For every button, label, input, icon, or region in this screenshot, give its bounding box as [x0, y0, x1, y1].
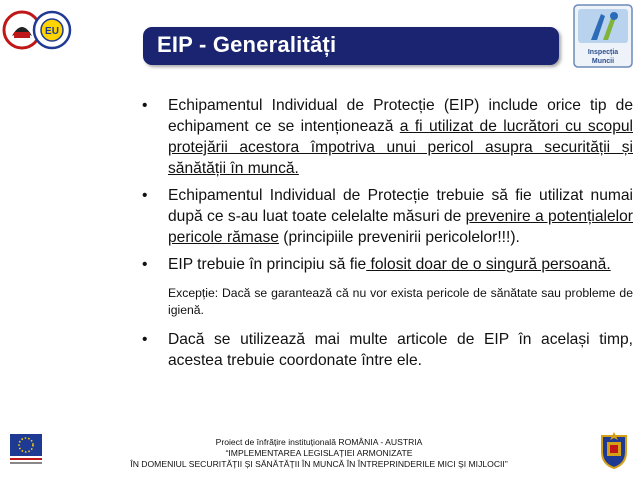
- footer-line-3: ÎN DOMENIUL SECURITĂȚII ȘI SĂNĂTĂȚII ÎN MUNCĂ ÎN ÎNTREPRINDERILE MICI ȘI MIJLOCII”: [130, 459, 508, 469]
- svg-text:Inspecția: Inspecția: [587, 49, 619, 56]
- bullet-underlined-text: a fi utilizat de lucrători cu scopul protejării acestora împotriva unui pericol asupra securității și sănătății în muncă.: [168, 118, 633, 177]
- bullet-icon: •: [142, 97, 148, 114]
- bullet-text-end: (principiile prevenirii pericolelor!!!).: [278, 229, 520, 246]
- bullet-text: Dacă se utilizează mai multe articole de EIP în același timp, acestea trebuie coordonate între ele.: [168, 331, 633, 369]
- bullet-item: [140, 329, 633, 371]
- bullet-icon: •: [142, 187, 148, 204]
- footer-line-1: Proiect de înfrățire instituțională ROMÂNIA - AUSTRIA: [215, 437, 423, 447]
- coat-of-arms-icon: [598, 428, 630, 470]
- inspectia-muncii-logo: [573, 4, 633, 68]
- bullet-text: Echipamentul Individual de Protecție (EIP) include orice tip de echipament ce se intenționează: [168, 97, 633, 135]
- bullet-icon: •: [142, 331, 148, 348]
- bullet-text: Echipamentul Individual de Protecție trebuie să fie utilizat numai după ce s-au luat toate celelalte măsuri de: [168, 187, 633, 225]
- bullet-icon: •: [142, 256, 148, 273]
- svg-text:EU: EU: [45, 26, 59, 37]
- title-bar: [143, 27, 559, 65]
- bullet-underlined-text: prevenire a potențialelor pericole rămase: [168, 208, 634, 246]
- bullet-item: [140, 254, 633, 275]
- svg-text:Muncii: Muncii: [591, 58, 615, 65]
- footer-line-2: “IMPLEMENTAREA LEGISLAȚIEI ARMONIZATE: [225, 448, 413, 458]
- bullet-text: EIP trebuie în principiu să fie: [168, 256, 367, 273]
- content: [140, 95, 633, 377]
- bullet-underlined-text: folosit doar de o singură persoană.: [366, 256, 611, 273]
- bullet-item: [140, 185, 633, 248]
- bullet-item: [140, 95, 633, 179]
- eu-logo: [32, 10, 72, 50]
- page-title: EIP - Generalități: [157, 32, 337, 57]
- exception-note: Excepție: Dacă se garantează că nu vor exista pericole de sănătate sau probleme de igienă.: [168, 286, 633, 317]
